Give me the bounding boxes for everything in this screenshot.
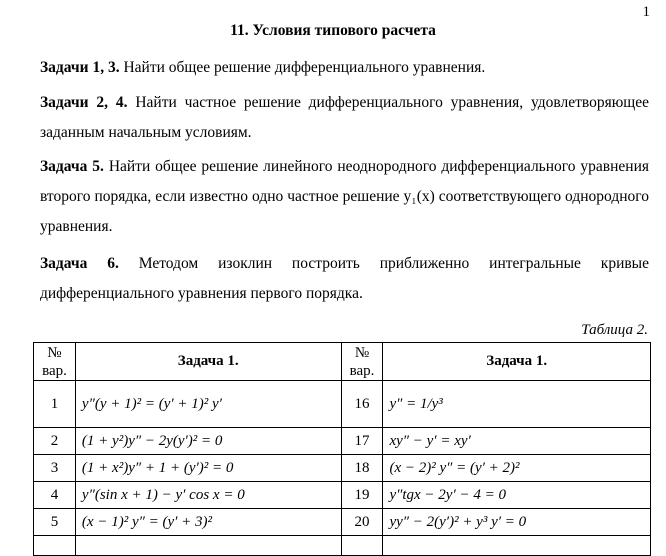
equation: y″(y + 1)² = (y′ + 1)² y′ <box>75 381 341 428</box>
task-label: Задача 6. <box>40 255 119 272</box>
cell-cut <box>341 536 383 556</box>
variant-number: 1 <box>34 381 76 428</box>
header-task: Задача 1. <box>75 343 341 381</box>
equation: (1 + x²)y″ + 1 + (y′)² = 0 <box>75 455 341 482</box>
table-row <box>34 428 651 455</box>
variant-number: 17 <box>341 428 383 455</box>
equation: (x − 2)² y″ = (y′ + 2)² <box>383 455 651 482</box>
page-number: 1 <box>642 4 650 20</box>
variant-number: 18 <box>341 455 383 482</box>
table-header-row <box>34 343 651 381</box>
variant-number: 20 <box>341 509 383 536</box>
header-variant: № вар. <box>34 343 76 381</box>
tasks-table <box>33 342 651 556</box>
task-paragraph-1 <box>40 53 649 83</box>
cell-cut <box>34 536 76 556</box>
variant-number: 16 <box>341 381 383 428</box>
equation: y″tgx − 2y′ − 4 = 0 <box>383 482 651 509</box>
section-title: 11. Условия типового расчета <box>230 22 436 39</box>
equation: y″(sin x + 1) − y′ cos x = 0 <box>75 482 341 509</box>
variant-number: 19 <box>341 482 383 509</box>
task-label: Задачи 2, 4. <box>40 94 128 111</box>
header-variant: № вар. <box>341 343 383 381</box>
cell-cut <box>75 536 341 556</box>
equation: xy″ − y′ = xy′ <box>383 428 651 455</box>
task-text: Найти общее решение линейного неоднородного дифференциального уравнения второго порядка, если известно одно частное решение y₁(x) соответствующего однородного уравнения. <box>40 158 649 235</box>
variant-number: 3 <box>34 455 76 482</box>
header-task: Задача 1. <box>383 343 651 381</box>
table-row <box>34 381 651 428</box>
task-text: Найти частное решение дифференциального уравнения, удовлетворяющее заданным начальным условиям. <box>40 94 649 141</box>
equation: (1 + y²)y″ − 2y(y′)² = 0 <box>75 428 341 455</box>
task-paragraph-3 <box>40 152 649 242</box>
task-text: Методом изоклин построить приближенно интегральные кривые дифференциального уравнения первого порядка. <box>40 255 649 302</box>
table-caption: Таблица 2. <box>581 322 648 338</box>
variant-number: 2 <box>34 428 76 455</box>
equation: y″ = 1/y³ <box>383 381 651 428</box>
table-row <box>34 455 651 482</box>
table-row <box>34 482 651 509</box>
task-label: Задачи 1, 3. <box>40 59 120 76</box>
table-row <box>34 509 651 536</box>
cell-cut <box>383 536 651 556</box>
equation: yy″ − 2(y′)² + y³ y′ = 0 <box>383 509 651 536</box>
task-paragraph-4 <box>40 249 649 309</box>
variant-number: 5 <box>34 509 76 536</box>
task-paragraph-2 <box>40 88 649 148</box>
equation: (x − 1)² y″ = (y′ + 3)² <box>75 509 341 536</box>
task-text: Найти общее решение дифференциального уравнения. <box>119 59 486 76</box>
variant-number: 4 <box>34 482 76 509</box>
task-label: Задача 5. <box>40 158 104 175</box>
table-row-partial <box>34 536 651 556</box>
